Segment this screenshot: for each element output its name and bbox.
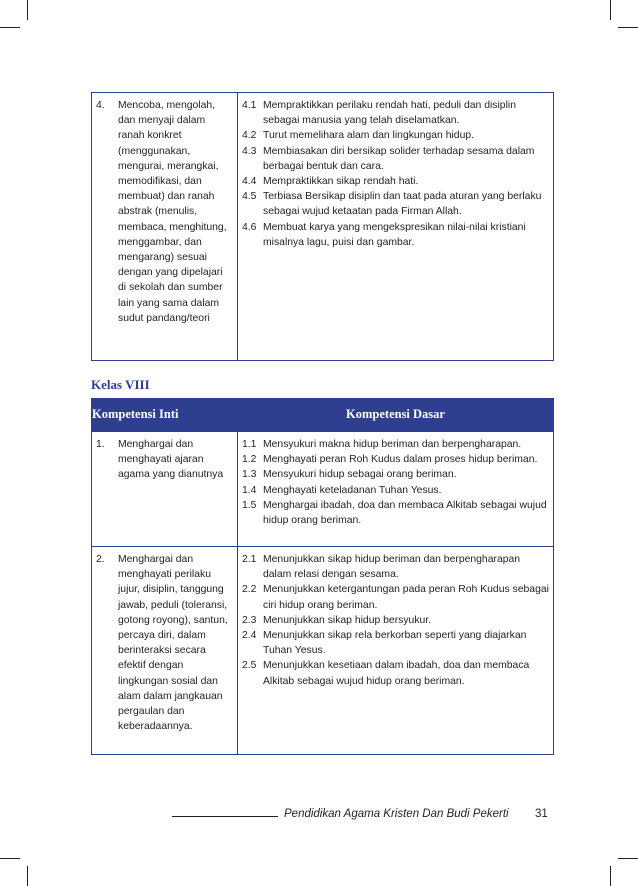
kd-text: Menunjukkan ketergantungan pada peran Roh Kudus sebagai ciri hidup orang beriman.	[263, 584, 549, 611]
kd-text: Menghayati keteladanan Tuhan Yesus.	[263, 484, 442, 496]
kd-text: Menghargai ibadah, doa dan membaca Alkitab sebagai wujud hidup orang beriman.	[263, 499, 547, 527]
column-header-kompetensi-inti: Kompetensi Inti	[92, 399, 238, 432]
kd-number: 2.4	[242, 630, 257, 642]
kd-number: 1.5	[242, 499, 257, 511]
kd-number: 4.6	[242, 221, 257, 233]
kd-number: 1.3	[242, 469, 257, 481]
column-header-kompetensi-dasar: Kompetensi Dasar	[238, 399, 554, 432]
kd-number: 4.1	[242, 100, 257, 111]
kd-text: Menunjukkan sikap hidup beriman dan berpengharapan dalam relasi dengan sesama.	[263, 554, 521, 581]
kd-number: 1.4	[242, 484, 257, 496]
kd-text: Menunjukkan sikap rela berkorban seperti yang diajarkan Tuhan Yesus.	[263, 630, 527, 657]
kd-text: Mensyukuri makna hidup beriman dan berpengharapan.	[263, 439, 522, 450]
page-footer	[0, 808, 638, 826]
kd-cell	[238, 432, 554, 547]
competency-table-continued	[91, 92, 554, 361]
kd-text: Menunjukkan sikap hidup bersyukur.	[263, 614, 432, 626]
crop-mark	[0, 27, 20, 28]
table-header-row	[92, 399, 554, 432]
kd-text: Membiasakan diri bersikap solider terhadap sesama dalam berbagai bentuk dan cara.	[263, 145, 535, 172]
page-number: 31	[535, 808, 548, 820]
kd-number: 4.2	[242, 130, 257, 142]
ki-text: Mencoba, mengolah, dan menyaji dalam ranah konkret (menggunakan, mengurai, merangkai, memodifikasi, dan membuat) dan ranah abstrak (menulis, membaca, menghitung, menggambar, dan mengarang) sesuai dengan yang dipelajari di sekolah dan sumber lain yang sama dalam sudut pandang/teori	[118, 100, 227, 324]
ki-text: Menghargai dan menghayati perilaku jujur, disiplin, tanggung jawab, peduli (toleransi, gotong royong), santun, percaya diri, dalam berinteraksi secara efektif dengan lingkungan sosial dan alam dalam jangkauan pergaulan dan keberadaannya.	[118, 554, 228, 733]
table-row	[92, 432, 554, 547]
kd-text: Mempraktikkan perilaku rendah hati, peduli dan disiplin sebagai manusia yang telah diselamatkan.	[263, 100, 516, 127]
kd-text: Mempraktikkan sikap rendah hati.	[263, 176, 419, 188]
kd-number: 1.1	[242, 439, 257, 450]
section-heading-kelas: Kelas VIII	[91, 377, 150, 392]
kd-number: 2.2	[242, 584, 257, 596]
kd-number: 4.3	[242, 145, 257, 157]
ki-number: 1.	[96, 439, 105, 450]
ki-number: 4.	[96, 100, 105, 111]
kd-cell	[238, 547, 554, 755]
crop-mark	[27, 866, 28, 886]
kd-text: Turut memelihara alam dan lingkungan hidup.	[263, 130, 475, 142]
crop-mark	[618, 858, 638, 859]
ki-cell	[92, 432, 238, 547]
kd-number: 2.5	[242, 660, 257, 672]
crop-mark	[618, 27, 638, 28]
ki-text: Menghargai dan menghayati ajaran agama yang dianutnya	[118, 439, 224, 481]
ki-cell	[92, 547, 238, 755]
kd-number: 4.5	[242, 191, 257, 203]
footer-rule	[172, 816, 278, 817]
crop-mark	[27, 0, 28, 20]
crop-mark	[610, 0, 611, 20]
kd-number: 1.2	[242, 454, 257, 466]
kd-text: Menghayati peran Roh Kudus dalam proses hidup beriman.	[263, 454, 538, 466]
book-title: Pendidikan Agama Kristen Dan Budi Pekerti	[284, 808, 509, 820]
kd-cell	[238, 93, 554, 361]
kd-number: 2.3	[242, 614, 257, 626]
table-row	[92, 93, 554, 361]
kd-text: Mensyukuri hidup sebagai orang beriman.	[263, 469, 457, 481]
ki-cell	[92, 93, 238, 361]
ki-number: 2.	[96, 554, 105, 565]
crop-mark	[0, 858, 20, 859]
kd-number: 4.4	[242, 176, 257, 188]
kd-number: 2.1	[242, 554, 257, 565]
table-row	[92, 547, 554, 755]
kd-text: Membuat karya yang mengekspresikan nilai-nilai kristiani misalnya lagu, puisi dan gambar.	[263, 221, 526, 248]
kd-text: Terbiasa Bersikap disiplin dan taat pada aturan yang berlaku sebagai wujud ketaatan pada Firman Allah.	[263, 191, 542, 218]
crop-mark	[610, 866, 611, 886]
competency-table-kelas-viii	[91, 398, 554, 755]
kd-text: Menunjukkan kesetiaan dalam ibadah, doa dan membaca Alkitab sebagai wujud hidup orang beriman.	[263, 660, 530, 687]
